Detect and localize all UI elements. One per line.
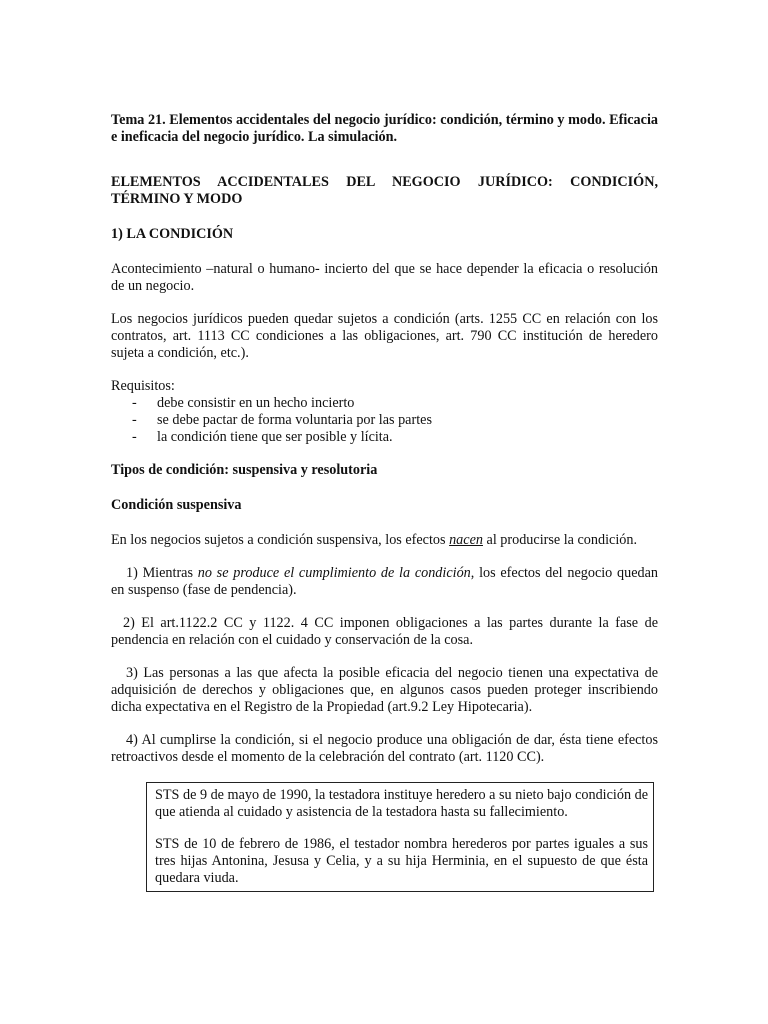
document-title: Tema 21. Elementos accidentales del negocio jurídico: condición, término y modo. Eficacia e ineficacia del negocio jurídico. La simulación. <box>111 112 658 145</box>
subsection-heading-condicion: 1) LA CONDICIÓN <box>111 226 234 242</box>
case-law-entry-1990: STS de 9 de mayo de 1990, la testadora instituye heredero a su nieto bajo condición de que atienda al cuidado y asistencia de la testadora hasta su fallecimiento. <box>155 787 648 820</box>
point-4-paragraph: 4) Al cumplirse la condición, si el negocio produce una obligación de dar, ésta tiene efectos retroactivos desde el momento de la celebración del contrato (art. 1120 CC). <box>111 732 658 765</box>
point-1-paragraph <box>111 565 658 599</box>
requirements-list <box>111 395 658 446</box>
case-law-box <box>146 782 654 892</box>
types-heading: Tipos de condición: suspensiva y resolutoria <box>111 462 378 478</box>
dash-bullet: - <box>132 395 137 411</box>
list-item <box>111 412 658 429</box>
list-item-text: debe consistir en un hecho incierto <box>157 395 355 411</box>
document-body <box>111 112 658 892</box>
suspensive-intro-paragraph <box>111 532 658 549</box>
list-item <box>111 429 658 446</box>
suspensive-heading: Condición suspensiva <box>111 497 242 513</box>
text-run: al producirse la condición. <box>482 532 638 548</box>
subjection-paragraph: Los negocios jurídicos pueden quedar sujetos a condición (arts. 1255 CC en relación con los contratos, art. 1113 CC condiciones a las obligaciones, art. 790 CC institución de heredero sujeta a condición, etc.). <box>111 311 658 361</box>
requirements-label: Requisitos: <box>111 378 175 394</box>
section-heading: ELEMENTOS ACCIDENTALES DEL NEGOCIO JURÍDICO: CONDICIÓN, TÉRMINO Y MODO <box>111 174 658 207</box>
list-item <box>111 395 658 412</box>
text-run: 1) Mientras <box>126 565 198 581</box>
point-3-paragraph: 3) Las personas a las que afecta la posible eficacia del negocio tienen una expectativa de adquisición de derechos y obligaciones que, en algunos casos pueden proteger inscribiendo dicha expectativa en el Registro de la Propiedad (art.9.2 Ley Hipotecaria). <box>111 665 658 715</box>
list-item-text: se debe pactar de forma voluntaria por las partes <box>157 412 432 428</box>
dash-bullet: - <box>132 412 137 428</box>
text-run: En los negocios sujetos a condición suspensiva, los efectos <box>111 532 450 548</box>
list-item-text: la condición tiene que ser posible y lícita. <box>157 429 393 445</box>
dash-bullet: - <box>132 429 137 445</box>
point-2-paragraph: 2) El art.1122.2 CC y 1122. 4 CC imponen obligaciones a las partes durante la fase de pendencia en relación con el cuidado y conservación de la cosa. <box>111 615 658 648</box>
case-law-entry-1986: STS de 10 de febrero de 1986, el testador nombra herederos por partes iguales a sus tres hijas Antonina, Jesusa y Celia, y a su hija Herminia, en el supuesto de que ésta quedara viuda. <box>155 836 648 886</box>
emphasized-text: nacen <box>449 532 483 548</box>
emphasized-text: no se produce el cumplimiento de la condición <box>197 565 471 581</box>
definition-paragraph: Acontecimiento –natural o humano- incierto del que se hace depender la eficacia o resolución de un negocio. <box>111 261 658 294</box>
text-run: , los efectos del negocio quedan en suspenso (fase de pendencia). <box>111 565 658 598</box>
